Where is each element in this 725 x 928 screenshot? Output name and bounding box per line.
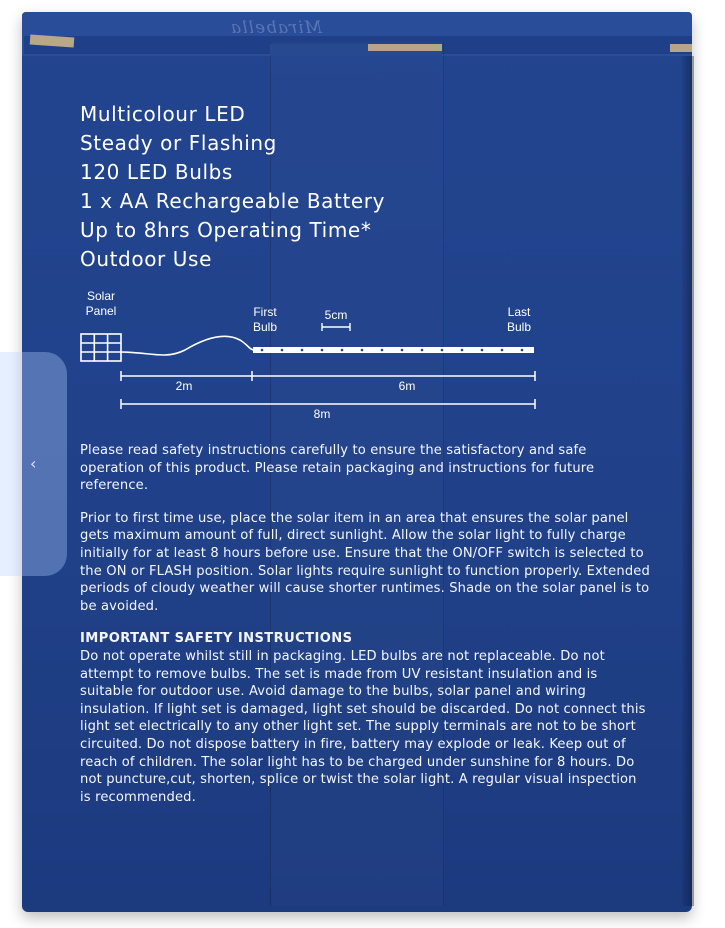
total-length-label: 8m	[313, 407, 331, 421]
feature-item: 120 LED Bulbs	[80, 160, 233, 184]
intro-paragraph: Please read safety instructions carefully to ensure the satisfactory and safe operation of this product. Please retain packaging and instructions for future reference.	[80, 443, 595, 494]
solar-panel-icon	[81, 334, 121, 361]
lead-length-label: 2m	[175, 379, 193, 393]
last-bulb-label: Last	[507, 305, 531, 319]
feature-item: Steady or Flashing	[80, 131, 277, 155]
solar-panel-label: Solar	[86, 289, 116, 303]
first-bulb-label: First	[253, 305, 277, 319]
spacing-label: 5cm	[324, 308, 348, 322]
brand-logo: Mirabella	[230, 18, 323, 38]
usage-paragraph: Prior to first time use, place the solar item in an area that ensures the solar panel gets maximum amount of full, direct sunlight. Allow the solar light to fully charge initially for at least 8 hours before use. Ensure that the ON/OFF switch is selected to the ON or FLASH position. Solar lights require sunlight to function properly. Extended periods of cloudy weather will cause shorter runtimes. Shade on the solar panel is to be avoided.	[80, 510, 650, 614]
safety-paragraph: Do not operate whilst still in packaging. LED bulbs are not replaceable. Do not attempt to remove bulbs. The set is made from UV resistant insulation and is suitable for outdoor use. Avoid damage to the bulbs, solar panel and wiring insulation. If light set is damaged, light set should be discarded. Do not connect this light set electrically to any other light set. The supply terminals are not to be short circuited. Do not dispose battery in fire, battery may explode or leak. Keep out of reach of children. The solar light has to be charged under sunshine for 8 hours. Do not puncture,cut, shorten, splice or twist the solar light. A regular visual inspection is recommended.	[80, 648, 646, 805]
spacing-marker	[322, 323, 350, 331]
feature-item: Multicolour LED	[80, 102, 246, 126]
solar-panel-label: Panel	[85, 304, 117, 318]
lead-cable	[121, 336, 254, 355]
light-string	[253, 347, 534, 353]
first-bulb-label: Bulb	[252, 320, 278, 334]
instructions-text	[80, 442, 650, 821]
feature-item: 1 x AA Rechargeable Battery	[80, 189, 386, 213]
last-bulb-label: Bulb	[506, 320, 532, 334]
feature-item: Outdoor Use	[80, 247, 212, 271]
lit-length-label: 6m	[398, 379, 416, 393]
chevron-left-icon[interactable]: ‹	[30, 454, 37, 473]
safety-heading: IMPORTANT SAFETY INSTRUCTIONS	[80, 631, 353, 647]
feature-item: Up to 8hrs Operating Time*	[80, 218, 372, 242]
